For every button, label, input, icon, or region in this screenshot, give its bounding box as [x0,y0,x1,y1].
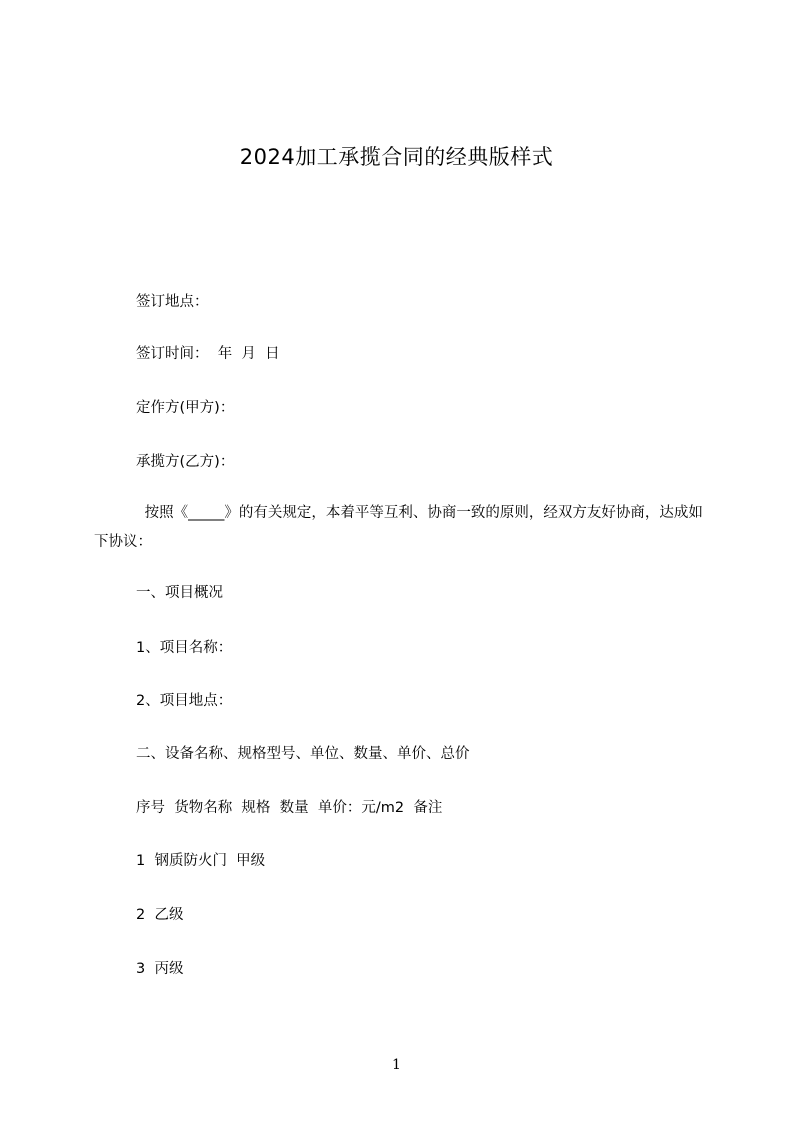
section-1-heading: 一、项目概况 [136,585,223,601]
page-number: 1 [392,1057,401,1073]
sign-place-line: 签订地点： [136,294,209,310]
section-2-heading: 二、设备名称、规格型号、单位、数量、单价、总价 [136,746,470,762]
table-header-line: 序号 货物名称 规格 数量 单价：元/m2 备注 [136,800,443,816]
table-row-2: 2 乙级 [136,907,184,923]
table-row-3: 3 丙级 [136,961,184,977]
project-name-line: 1、项目名称： [136,640,233,656]
party-a-line: 定作方(甲方)： [136,400,235,416]
sign-time-line: 签订时间： 年 月 日 [136,346,280,362]
table-row-1: 1 钢质防火门 甲级 [136,853,266,869]
project-location-line: 2、项目地点： [136,693,233,709]
intro-paragraph: 按照《_____》的有关规定，本着平等互利、协商一致的原则，经双方友好协商，达成如下协议： [94,505,703,550]
party-b-line: 承揽方(乙方)： [136,454,235,470]
document-title: 2024加工承揽合同的经典版样式 [239,145,554,169]
